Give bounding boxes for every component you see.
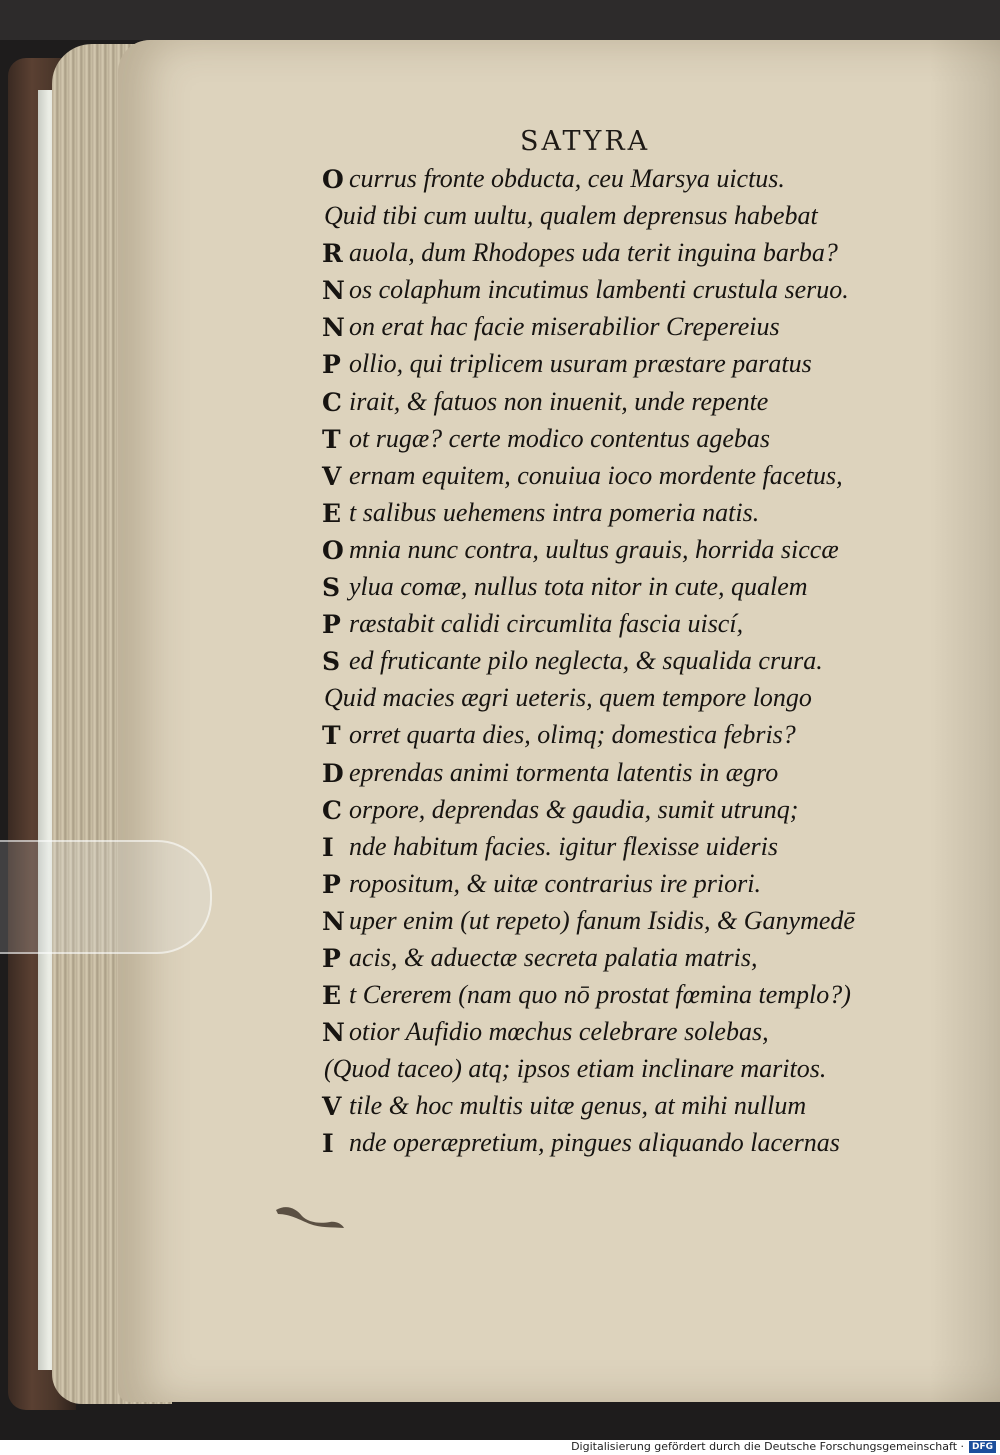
verse-text: uper enim (ut repeto) fanum Isidis, & Ganymedē bbox=[349, 905, 855, 935]
verse-line bbox=[322, 383, 962, 420]
verse-initial-letter: E bbox=[322, 498, 342, 528]
scanner-background-top bbox=[0, 0, 1000, 40]
page-header: SATYRA bbox=[520, 126, 651, 157]
verse-text: ropositum, & uitæ contrarius ire priori. bbox=[349, 868, 761, 898]
verse-initial-letter: T bbox=[322, 424, 341, 454]
verse-text: ollio, qui triplicem usuram præstare paratus bbox=[349, 349, 812, 379]
dfg-logo: DFG bbox=[969, 1441, 996, 1453]
verse-line bbox=[322, 679, 962, 716]
verse-line bbox=[322, 1124, 962, 1161]
verse-line bbox=[322, 1050, 962, 1087]
verse-text: auola, dum Rhodopes uda terit inguina barba? bbox=[349, 238, 838, 268]
verse-initial-letter: C bbox=[322, 387, 342, 417]
verse-text: t salibus uehemens intra pomeria natis. bbox=[349, 497, 760, 527]
verse-line bbox=[322, 1013, 962, 1050]
verse-text: mnia nunc contra, uultus grauis, horrida siccæ bbox=[349, 534, 839, 564]
verse-initial-letter: N bbox=[322, 906, 345, 936]
verse-text: os colaphum incutimus lambenti crustula seruo. bbox=[349, 275, 849, 305]
verse-initial-letter: P bbox=[322, 869, 341, 899]
verse-initial-letter: C bbox=[322, 795, 342, 825]
ink-stain-mark bbox=[272, 1202, 346, 1232]
verse-line bbox=[322, 308, 962, 345]
verse-initial-letter: N bbox=[322, 1018, 345, 1048]
transparent-clip bbox=[0, 840, 212, 954]
verse-initial-letter: P bbox=[322, 350, 341, 380]
verse-text: (Quod taceo) atq; ipsos etiam inclinare maritos. bbox=[324, 1054, 827, 1084]
verse-line bbox=[322, 197, 962, 234]
verse-line bbox=[322, 345, 962, 382]
verse-line bbox=[322, 939, 962, 976]
verse-line bbox=[322, 865, 962, 902]
verse-line bbox=[322, 531, 962, 568]
verse-initial-letter: P bbox=[322, 943, 341, 973]
verse-text: on erat hac facie miserabilior Crepereius bbox=[349, 312, 780, 342]
verse-line bbox=[322, 271, 962, 308]
verse-text: Quid macies ægri ueteris, quem tempore longo bbox=[324, 683, 812, 713]
verse-initial-letter: V bbox=[322, 461, 342, 491]
verse-text: ot rugæ? certe modico contentus agebas bbox=[349, 423, 770, 453]
verse-line bbox=[322, 234, 962, 271]
verse-text: t Cererem (nam quo nō prostat fœmina templo?) bbox=[349, 980, 851, 1010]
verse-text: orret quarta dies, olimq; domestica febris? bbox=[349, 720, 796, 750]
verse-initial-letter: O bbox=[322, 535, 344, 565]
verse-initial-letter: I bbox=[322, 832, 334, 862]
verse-text: orpore, deprendas & gaudia, sumit utrunq; bbox=[349, 794, 799, 824]
verse-text: ylua comæ, nullus tota nitor in cute, qualem bbox=[349, 572, 808, 602]
verse-text: Quid tibi cum uultu, qualem deprensus habebat bbox=[324, 201, 818, 231]
verse-initial-letter: S bbox=[322, 573, 341, 603]
digitization-credit: Digitalisierung gefördert durch die Deutsche Forschungsgemeinschaft · bbox=[571, 1440, 964, 1453]
verse-text: ed fruticante pilo neglecta, & squalida crura. bbox=[349, 646, 823, 676]
verse-initial-letter: T bbox=[322, 721, 341, 751]
verse-block bbox=[322, 160, 962, 1162]
verse-initial-letter: N bbox=[322, 313, 345, 343]
verse-line bbox=[322, 791, 962, 828]
verse-line bbox=[322, 457, 962, 494]
verse-initial-letter: E bbox=[322, 981, 342, 1011]
verse-line bbox=[322, 420, 962, 457]
verse-initial-letter: N bbox=[322, 276, 345, 306]
verse-text: ernam equitem, conuiua ioco mordente facetus, bbox=[349, 460, 843, 490]
verse-text: irait, & fatuos non inuenit, unde repente bbox=[349, 386, 769, 416]
verse-initial-letter: D bbox=[322, 758, 344, 788]
verse-text: tile & hoc multis uitæ genus, at mihi nullum bbox=[349, 1091, 807, 1121]
verse-text: ræstabit calidi circumlita fascia uiscí, bbox=[349, 609, 744, 639]
verse-initial-letter: R bbox=[322, 239, 343, 269]
verse-line bbox=[322, 828, 962, 865]
verse-line bbox=[322, 494, 962, 531]
verse-line bbox=[322, 160, 962, 197]
verse-line bbox=[322, 902, 962, 939]
verse-line bbox=[322, 754, 962, 791]
verse-line bbox=[322, 568, 962, 605]
verse-text: acis, & aduectæ secreta palatia matris, bbox=[349, 942, 758, 972]
verse-text: currus fronte obducta, ceu Marsya uictus. bbox=[349, 164, 785, 193]
verse-text: eprendas animi tormenta latentis in ægro bbox=[349, 757, 779, 787]
verse-line bbox=[322, 976, 962, 1013]
verse-initial-letter: P bbox=[322, 610, 341, 640]
verse-line bbox=[322, 1087, 962, 1124]
verse-text: nde habitum facies. igitur flexisse uideris bbox=[349, 831, 778, 861]
verse-text: otior Aufidio mœchus celebrare solebas, bbox=[349, 1017, 769, 1047]
verse-line bbox=[322, 642, 962, 679]
verse-initial-letter: I bbox=[322, 1129, 334, 1159]
verse-line bbox=[322, 716, 962, 753]
verse-initial-letter: V bbox=[322, 1092, 342, 1122]
verse-line bbox=[322, 605, 962, 642]
verse-initial-letter: O bbox=[322, 165, 344, 194]
verse-text: nde operæpretium, pingues aliquando lacernas bbox=[349, 1128, 840, 1158]
verse-initial-letter: S bbox=[322, 647, 341, 677]
